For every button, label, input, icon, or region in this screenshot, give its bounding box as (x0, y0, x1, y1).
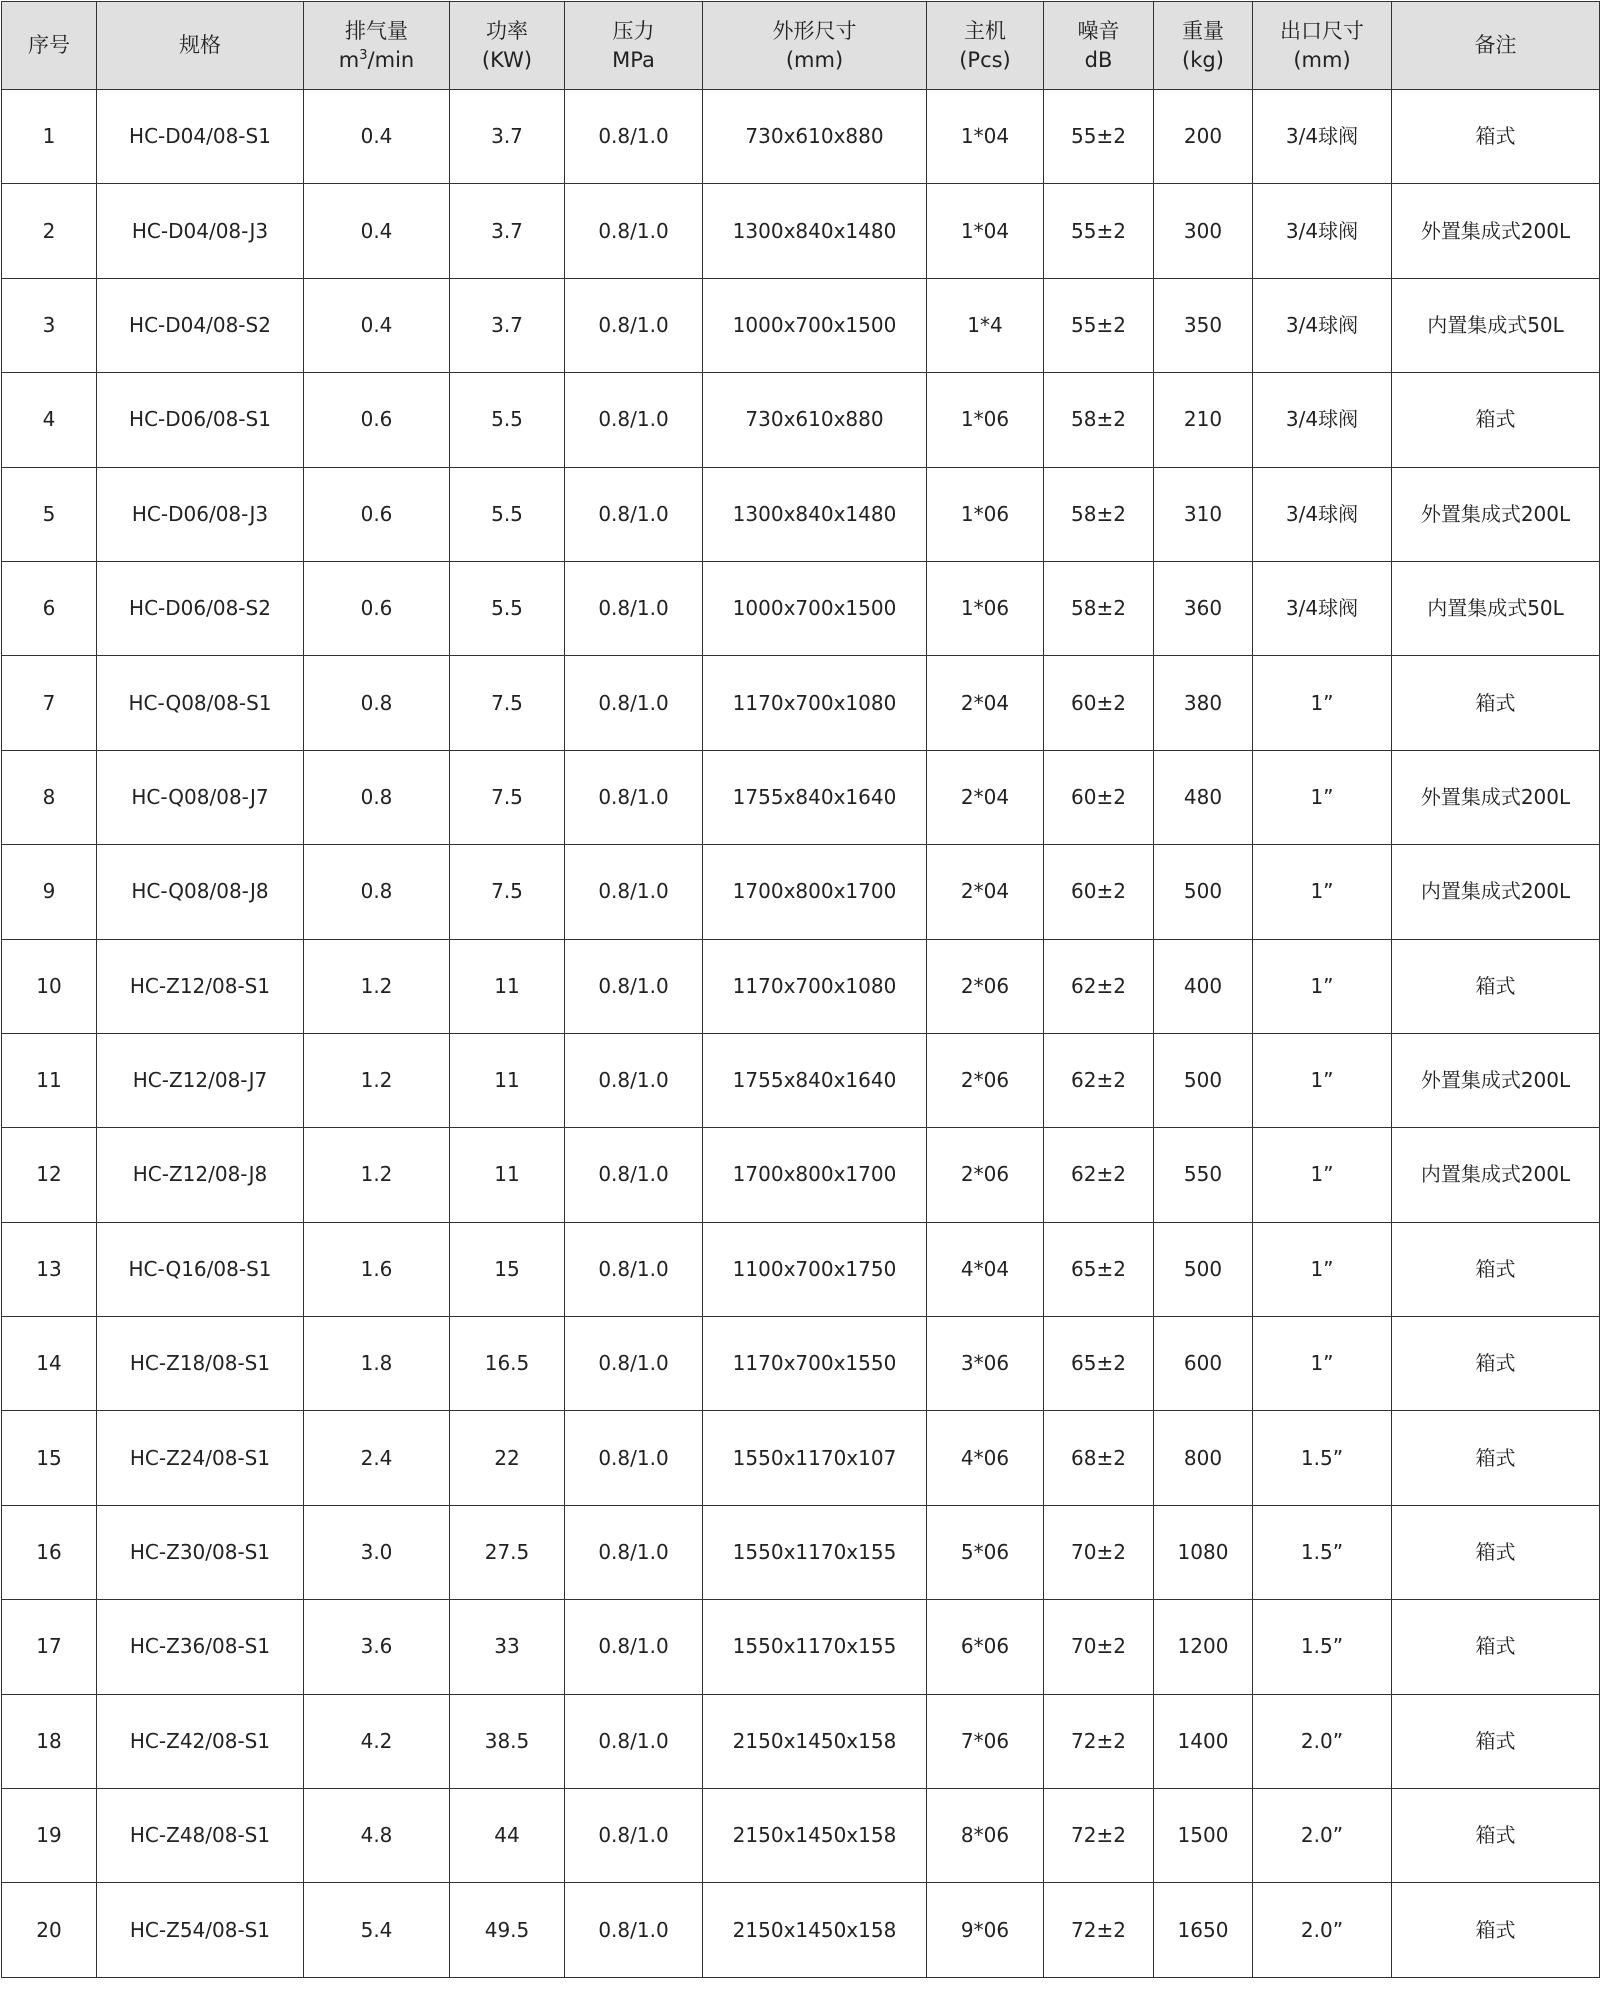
cell-remarks: 箱式 (1392, 1411, 1600, 1505)
cell-outlet-size: 1” (1253, 845, 1392, 939)
cell-outlet-size: 1” (1253, 939, 1392, 1033)
cell-remarks: 箱式 (1392, 939, 1600, 1033)
header-label: 重量 (1182, 18, 1224, 43)
cell-spec: HC-D06/08-S1 (97, 373, 304, 467)
cell-spec: HC-Z18/08-S1 (97, 1317, 304, 1411)
cell-remarks: 箱式 (1392, 1600, 1600, 1694)
cell-dimensions: 1700x800x1700 (703, 845, 927, 939)
cell-weight: 500 (1154, 1033, 1253, 1127)
header-outlet-size (1253, 2, 1392, 90)
cell-dimensions: 2150x1450x158 (703, 1694, 927, 1788)
cell-weight: 1500 (1154, 1789, 1253, 1883)
cell-index: 16 (2, 1505, 97, 1599)
cell-weight: 550 (1154, 1128, 1253, 1222)
cell-spec: HC-D04/08-S1 (97, 90, 304, 184)
cell-pressure: 0.8/1.0 (565, 1033, 703, 1127)
cell-index: 13 (2, 1222, 97, 1316)
header-label: 规格 (179, 33, 221, 57)
cell-outlet-size: 3/4球阀 (1253, 373, 1392, 467)
header-label: 备注 (1474, 33, 1517, 57)
cell-outlet-size: 3/4球阀 (1253, 561, 1392, 655)
table-row (2, 561, 1600, 655)
cell-index: 8 (2, 750, 97, 844)
cell-power: 7.5 (450, 845, 565, 939)
cell-weight: 500 (1154, 845, 1253, 939)
cell-weight: 800 (1154, 1411, 1253, 1505)
cell-remarks: 箱式 (1392, 1789, 1600, 1883)
cell-index: 3 (2, 278, 97, 372)
cell-outlet-size: 3/4球阀 (1253, 467, 1392, 561)
cell-power: 5.5 (450, 373, 565, 467)
cell-spec: HC-Q16/08-S1 (97, 1222, 304, 1316)
cell-noise: 60±2 (1044, 750, 1154, 844)
cell-main-unit: 1*4 (927, 278, 1044, 372)
cell-index: 12 (2, 1128, 97, 1222)
cell-dimensions: 1170x700x1080 (703, 656, 927, 750)
header-label: 排气量 (345, 18, 408, 43)
cell-spec: HC-Z12/08-J8 (97, 1128, 304, 1222)
cell-dimensions: 1550x1170x107 (703, 1411, 927, 1505)
cell-dimensions: 1755x840x1640 (703, 1033, 927, 1127)
cell-noise: 68±2 (1044, 1411, 1154, 1505)
cell-displacement: 0.8 (304, 750, 450, 844)
cell-displacement: 1.6 (304, 1222, 450, 1316)
cell-noise: 58±2 (1044, 561, 1154, 655)
cell-noise: 55±2 (1044, 184, 1154, 278)
header-label: 出口尺寸 (1280, 18, 1364, 43)
cell-index: 4 (2, 373, 97, 467)
cell-dimensions: 1700x800x1700 (703, 1128, 927, 1222)
cell-weight: 300 (1154, 184, 1253, 278)
cell-main-unit: 2*04 (927, 750, 1044, 844)
header-remarks (1392, 2, 1600, 90)
cell-noise: 70±2 (1044, 1600, 1154, 1694)
cell-main-unit: 8*06 (927, 1789, 1044, 1883)
cell-weight: 400 (1154, 939, 1253, 1033)
cell-dimensions: 2150x1450x158 (703, 1789, 927, 1883)
cell-noise: 70±2 (1044, 1505, 1154, 1599)
header-unit: dB (1084, 47, 1113, 72)
cell-displacement: 3.0 (304, 1505, 450, 1599)
cell-displacement: 0.8 (304, 845, 450, 939)
header-label: 功率 (486, 18, 528, 43)
cell-spec: HC-D04/08-J3 (97, 184, 304, 278)
cell-index: 20 (2, 1883, 97, 1977)
cell-dimensions: 1300x840x1480 (703, 467, 927, 561)
cell-pressure: 0.8/1.0 (565, 939, 703, 1033)
cell-power: 16.5 (450, 1317, 565, 1411)
cell-spec: HC-Z42/08-S1 (97, 1694, 304, 1788)
header-spec (97, 2, 304, 90)
cell-remarks: 内置集成式200L (1392, 845, 1600, 939)
cell-displacement: 0.4 (304, 278, 450, 372)
cell-power: 7.5 (450, 750, 565, 844)
cell-main-unit: 1*06 (927, 373, 1044, 467)
cell-dimensions: 1755x840x1640 (703, 750, 927, 844)
cell-pressure: 0.8/1.0 (565, 1883, 703, 1977)
cell-index: 14 (2, 1317, 97, 1411)
cell-remarks: 外置集成式200L (1392, 184, 1600, 278)
cell-index: 10 (2, 939, 97, 1033)
cell-displacement: 4.2 (304, 1694, 450, 1788)
cell-noise: 72±2 (1044, 1883, 1154, 1977)
cell-noise: 62±2 (1044, 1128, 1154, 1222)
cell-pressure: 0.8/1.0 (565, 467, 703, 561)
table-row (2, 467, 1600, 561)
cell-displacement: 3.6 (304, 1600, 450, 1694)
header-power (450, 2, 565, 90)
cell-power: 11 (450, 939, 565, 1033)
header-unit: $m^3/\min$ (338, 47, 415, 72)
cell-pressure: 0.8/1.0 (565, 1222, 703, 1316)
cell-remarks: 箱式 (1392, 1883, 1600, 1977)
cell-weight: 360 (1154, 561, 1253, 655)
cell-dimensions: 1550x1170x155 (703, 1600, 927, 1694)
header-main-unit (927, 2, 1044, 90)
cell-pressure: 0.8/1.0 (565, 845, 703, 939)
cell-pressure: 0.8/1.0 (565, 1600, 703, 1694)
header-label: 压力 (612, 18, 655, 43)
cell-displacement: 1.8 (304, 1317, 450, 1411)
cell-displacement: 0.8 (304, 656, 450, 750)
cell-index: 18 (2, 1694, 97, 1788)
cell-noise: 60±2 (1044, 656, 1154, 750)
table-row (2, 1128, 1600, 1222)
cell-spec: HC-Z30/08-S1 (97, 1505, 304, 1599)
cell-spec: HC-D04/08-S2 (97, 278, 304, 372)
cell-main-unit: 2*04 (927, 845, 1044, 939)
cell-weight: 1400 (1154, 1694, 1253, 1788)
table-header (2, 2, 1600, 90)
header-unit: (KW) (481, 47, 533, 72)
cell-index: 17 (2, 1600, 97, 1694)
header-row (2, 2, 1600, 90)
cell-main-unit: 7*06 (927, 1694, 1044, 1788)
header-displacement (304, 2, 450, 90)
table-row (2, 1222, 1600, 1316)
table-body (2, 90, 1600, 1978)
cell-outlet-size: 3/4球阀 (1253, 278, 1392, 372)
cell-displacement: 0.6 (304, 467, 450, 561)
cell-outlet-size: 1” (1253, 1222, 1392, 1316)
cell-displacement: 0.6 (304, 561, 450, 655)
cell-dimensions: 730x610x880 (703, 373, 927, 467)
cell-weight: 310 (1154, 467, 1253, 561)
cell-main-unit: 1*04 (927, 90, 1044, 184)
unit-superscript: 3 (359, 47, 368, 63)
cell-main-unit: 9*06 (927, 1883, 1044, 1977)
cell-spec: HC-Z12/08-J7 (97, 1033, 304, 1127)
cell-weight: 1200 (1154, 1600, 1253, 1694)
cell-power: 3.7 (450, 184, 565, 278)
cell-noise: 72±2 (1044, 1789, 1154, 1883)
cell-main-unit: 5*06 (927, 1505, 1044, 1599)
cell-power: 38.5 (450, 1694, 565, 1788)
cell-pressure: 0.8/1.0 (565, 373, 703, 467)
cell-main-unit: 3*06 (927, 1317, 1044, 1411)
table-row (2, 939, 1600, 1033)
cell-remarks: 箱式 (1392, 1317, 1600, 1411)
cell-outlet-size: 3/4球阀 (1253, 184, 1392, 278)
table-row (2, 1883, 1600, 1977)
cell-main-unit: 1*04 (927, 184, 1044, 278)
table-row (2, 90, 1600, 184)
table-row (2, 750, 1600, 844)
cell-noise: 65±2 (1044, 1222, 1154, 1316)
cell-power: 11 (450, 1128, 565, 1222)
cell-displacement: 1.2 (304, 1033, 450, 1127)
header-noise (1044, 2, 1154, 90)
cell-displacement: 0.4 (304, 90, 450, 184)
header-dimensions (703, 2, 927, 90)
cell-displacement: 2.4 (304, 1411, 450, 1505)
cell-spec: HC-Q08/08-S1 (97, 656, 304, 750)
cell-remarks: 箱式 (1392, 1505, 1600, 1599)
table-row (2, 1789, 1600, 1883)
header-unit: (kg) (1182, 47, 1224, 72)
cell-index: 6 (2, 561, 97, 655)
header-label: 噪音 (1077, 18, 1120, 43)
cell-index: 5 (2, 467, 97, 561)
cell-power: 49.5 (450, 1883, 565, 1977)
cell-displacement: 0.4 (304, 184, 450, 278)
cell-index: 11 (2, 1033, 97, 1127)
cell-main-unit: 4*04 (927, 1222, 1044, 1316)
cell-spec: HC-Q08/08-J8 (97, 845, 304, 939)
cell-noise: 62±2 (1044, 939, 1154, 1033)
cell-dimensions: 1100x700x1750 (703, 1222, 927, 1316)
cell-index: 7 (2, 656, 97, 750)
cell-pressure: 0.8/1.0 (565, 1317, 703, 1411)
cell-outlet-size: 1.5” (1253, 1600, 1392, 1694)
cell-weight: 380 (1154, 656, 1253, 750)
cell-outlet-size: 3/4球阀 (1253, 90, 1392, 184)
cell-pressure: 0.8/1.0 (565, 184, 703, 278)
table-row (2, 1317, 1600, 1411)
header-index (2, 2, 97, 90)
cell-pressure: 0.8/1.0 (565, 1411, 703, 1505)
cell-pressure: 0.8/1.0 (565, 1694, 703, 1788)
cell-outlet-size: 2.0” (1253, 1789, 1392, 1883)
cell-noise: 55±2 (1044, 278, 1154, 372)
header-weight (1154, 2, 1253, 90)
cell-outlet-size: 2.0” (1253, 1883, 1392, 1977)
cell-dimensions: 1300x840x1480 (703, 184, 927, 278)
cell-main-unit: 2*06 (927, 1033, 1044, 1127)
cell-spec: HC-Z24/08-S1 (97, 1411, 304, 1505)
cell-spec: HC-D06/08-S2 (97, 561, 304, 655)
cell-main-unit: 2*04 (927, 656, 1044, 750)
cell-displacement: 1.2 (304, 939, 450, 1033)
cell-weight: 600 (1154, 1317, 1253, 1411)
cell-noise: 60±2 (1044, 845, 1154, 939)
cell-spec: HC-Z36/08-S1 (97, 1600, 304, 1694)
table-row (2, 1505, 1600, 1599)
cell-weight: 210 (1154, 373, 1253, 467)
cell-displacement: 1.2 (304, 1128, 450, 1222)
cell-dimensions: 1170x700x1550 (703, 1317, 927, 1411)
cell-dimensions: 1000x700x1500 (703, 561, 927, 655)
table-row (2, 1694, 1600, 1788)
cell-power: 7.5 (450, 656, 565, 750)
header-label: 主机 (964, 18, 1006, 43)
cell-power: 15 (450, 1222, 565, 1316)
cell-power: 5.5 (450, 467, 565, 561)
table-row (2, 278, 1600, 372)
cell-power: 22 (450, 1411, 565, 1505)
cell-displacement: 5.4 (304, 1883, 450, 1977)
cell-remarks: 外置集成式200L (1392, 750, 1600, 844)
cell-remarks: 箱式 (1392, 90, 1600, 184)
cell-weight: 480 (1154, 750, 1253, 844)
cell-noise: 58±2 (1044, 467, 1154, 561)
cell-noise: 65±2 (1044, 1317, 1154, 1411)
cell-index: 2 (2, 184, 97, 278)
header-label: 外形尺寸 (772, 18, 857, 43)
cell-weight: 500 (1154, 1222, 1253, 1316)
cell-power: 44 (450, 1789, 565, 1883)
cell-outlet-size: 1” (1253, 1317, 1392, 1411)
cell-spec: HC-D06/08-J3 (97, 467, 304, 561)
cell-outlet-size: 1” (1253, 1128, 1392, 1222)
cell-remarks: 内置集成式50L (1392, 561, 1600, 655)
cell-pressure: 0.8/1.0 (565, 90, 703, 184)
cell-dimensions: 1550x1170x155 (703, 1505, 927, 1599)
cell-remarks: 外置集成式200L (1392, 467, 1600, 561)
cell-main-unit: 2*06 (927, 1128, 1044, 1222)
cell-main-unit: 1*06 (927, 467, 1044, 561)
table-row (2, 1033, 1600, 1127)
header-pressure (565, 2, 703, 90)
table-row (2, 184, 1600, 278)
cell-power: 11 (450, 1033, 565, 1127)
cell-outlet-size: 1.5” (1253, 1411, 1392, 1505)
cell-remarks: 外置集成式200L (1392, 1033, 1600, 1127)
cell-outlet-size: 1” (1253, 1033, 1392, 1127)
cell-power: 33 (450, 1600, 565, 1694)
cell-remarks: 箱式 (1392, 1222, 1600, 1316)
cell-pressure: 0.8/1.0 (565, 561, 703, 655)
header-unit: (mm) (1293, 47, 1351, 72)
cell-weight: 350 (1154, 278, 1253, 372)
cell-pressure: 0.8/1.0 (565, 1505, 703, 1599)
cell-index: 19 (2, 1789, 97, 1883)
cell-dimensions: 1170x700x1080 (703, 939, 927, 1033)
cell-index: 15 (2, 1411, 97, 1505)
cell-noise: 62±2 (1044, 1033, 1154, 1127)
table-row (2, 845, 1600, 939)
table-row (2, 656, 1600, 750)
cell-dimensions: 2150x1450x158 (703, 1883, 927, 1977)
cell-outlet-size: 1” (1253, 750, 1392, 844)
cell-remarks: 箱式 (1392, 656, 1600, 750)
cell-main-unit: 4*06 (927, 1411, 1044, 1505)
cell-pressure: 0.8/1.0 (565, 1789, 703, 1883)
table-row (2, 1411, 1600, 1505)
cell-power: 5.5 (450, 561, 565, 655)
header-unit: (Pcs) (959, 47, 1011, 72)
header-label: 序号 (28, 33, 70, 57)
cell-displacement: 4.8 (304, 1789, 450, 1883)
cell-remarks: 箱式 (1392, 373, 1600, 467)
header-unit: (mm) (785, 47, 844, 72)
cell-index: 1 (2, 90, 97, 184)
cell-spec: HC-Q08/08-J7 (97, 750, 304, 844)
cell-dimensions: 1000x700x1500 (703, 278, 927, 372)
cell-power: 27.5 (450, 1505, 565, 1599)
cell-outlet-size: 1” (1253, 656, 1392, 750)
cell-weight: 1080 (1154, 1505, 1253, 1599)
spec-table (1, 1, 1600, 1978)
cell-outlet-size: 2.0” (1253, 1694, 1392, 1788)
cell-spec: HC-Z48/08-S1 (97, 1789, 304, 1883)
cell-spec: HC-Z54/08-S1 (97, 1883, 304, 1977)
cell-spec: HC-Z12/08-S1 (97, 939, 304, 1033)
cell-noise: 55±2 (1044, 90, 1154, 184)
cell-weight: 200 (1154, 90, 1253, 184)
cell-pressure: 0.8/1.0 (565, 278, 703, 372)
cell-main-unit: 6*06 (927, 1600, 1044, 1694)
cell-pressure: 0.8/1.0 (565, 750, 703, 844)
table-row (2, 373, 1600, 467)
cell-remarks: 内置集成式200L (1392, 1128, 1600, 1222)
cell-dimensions: 730x610x880 (703, 90, 927, 184)
cell-weight: 1650 (1154, 1883, 1253, 1977)
cell-noise: 72±2 (1044, 1694, 1154, 1788)
cell-displacement: 0.6 (304, 373, 450, 467)
cell-index: 9 (2, 845, 97, 939)
cell-pressure: 0.8/1.0 (565, 1128, 703, 1222)
cell-main-unit: 1*06 (927, 561, 1044, 655)
cell-pressure: 0.8/1.0 (565, 656, 703, 750)
cell-main-unit: 2*06 (927, 939, 1044, 1033)
cell-remarks: 内置集成式50L (1392, 278, 1600, 372)
cell-noise: 58±2 (1044, 373, 1154, 467)
header-unit: MPa (612, 47, 655, 72)
cell-outlet-size: 1.5” (1253, 1505, 1392, 1599)
table-row (2, 1600, 1600, 1694)
cell-power: 3.7 (450, 278, 565, 372)
cell-power: 3.7 (450, 90, 565, 184)
cell-remarks: 箱式 (1392, 1694, 1600, 1788)
